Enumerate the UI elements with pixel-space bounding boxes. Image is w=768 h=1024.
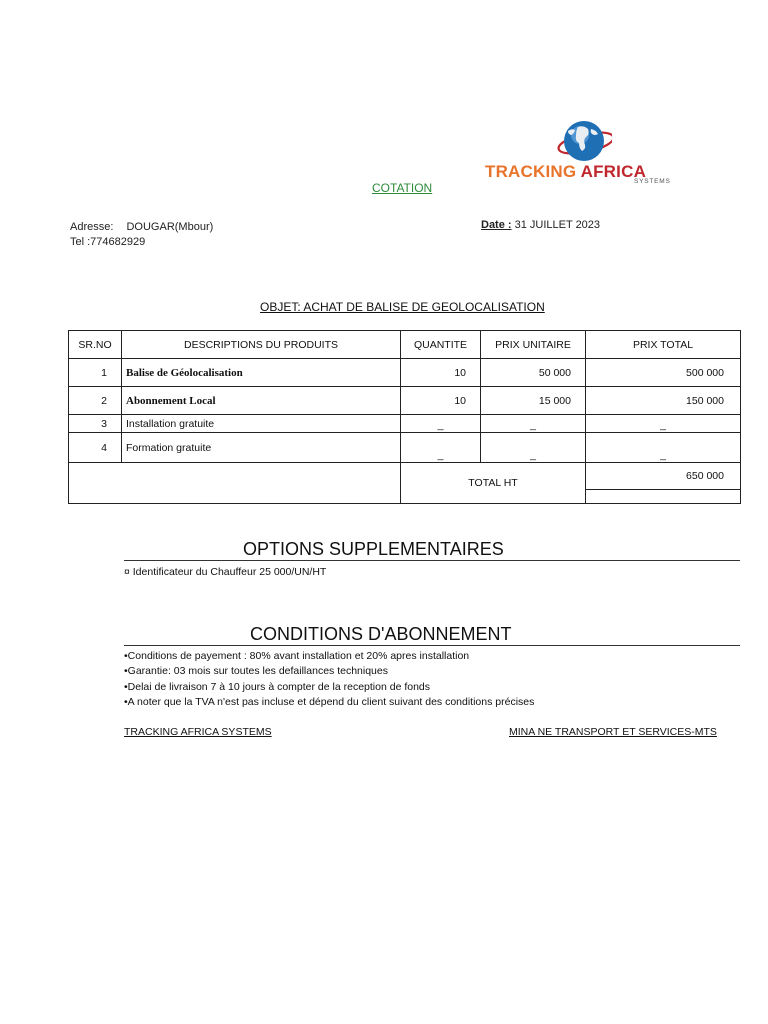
row-no: 1 — [69, 359, 122, 387]
address-label: Adresse: — [70, 221, 114, 233]
date-value: 31 JUILLET 2023 — [514, 219, 601, 231]
condition-item: •Delai de livraison 7 à 10 jours à compter de la reception de fonds — [124, 681, 431, 693]
total-label: TOTAL HT — [401, 463, 586, 504]
conditions-title: CONDITIONS D'ABONNEMENT — [250, 624, 512, 644]
table-row — [69, 387, 741, 415]
options-rule — [124, 560, 740, 561]
row-quantity: _ — [401, 415, 481, 433]
logo-wordmark: TRACKING AFRICA — [485, 162, 647, 181]
row-no: 4 — [69, 433, 122, 463]
total-blank-cell — [69, 463, 401, 504]
row-description: Balise de Géolocalisation — [122, 359, 401, 387]
row-unit-price: _ — [481, 433, 586, 463]
table-row — [69, 433, 741, 463]
row-description: Installation gratuite — [122, 415, 401, 433]
header-quantity: QUANTITE — [401, 331, 481, 359]
signature-left: TRACKING AFRICA SYSTEMS — [124, 726, 272, 738]
conditions-rule — [124, 645, 740, 646]
total-cell — [586, 463, 741, 504]
subject-line: OBJET: ACHAT DE BALISE DE GEOLOCALISATION — [260, 300, 545, 314]
row-description: Formation gratuite — [122, 433, 401, 463]
row-quantity: 10 — [401, 359, 481, 387]
row-unit-price: _ — [481, 415, 586, 433]
row-total-price: 500 000 — [586, 359, 741, 387]
row-no: 2 — [69, 387, 122, 415]
date — [481, 219, 600, 231]
total-value: 650 000 — [586, 463, 740, 490]
table-row — [69, 415, 741, 433]
row-unit-price: 50 000 — [481, 359, 586, 387]
address-value: DOUGAR(Mbour) — [126, 221, 214, 233]
table-row — [69, 359, 741, 387]
row-unit-price: 15 000 — [481, 387, 586, 415]
row-total-price: 150 000 — [586, 387, 741, 415]
phone: Tel :774682929 — [70, 236, 146, 248]
signature-right: MINA NE TRANSPORT ET SERVICES-MTS — [509, 726, 717, 738]
company-logo — [480, 112, 690, 192]
options-title: OPTIONS SUPPLEMENTAIRES — [243, 539, 504, 559]
condition-item: •Garantie: 03 mois sur toutes les defaillances techniques — [124, 665, 388, 677]
row-total-price: _ — [586, 433, 741, 463]
condition-item: •Conditions de payement : 80% avant installation et 20% apres installation — [124, 650, 470, 662]
header-total-price: PRIX TOTAL — [586, 331, 741, 359]
condition-item: •A noter que la TVA n'est pas incluse et dépend du client suivant des conditions précises — [124, 696, 535, 708]
row-total-price: _ — [586, 415, 741, 433]
date-label: Date : — [481, 219, 512, 231]
address — [70, 221, 213, 233]
row-description: Abonnement Local — [122, 387, 401, 415]
options-item: ¤ Identificateur du Chauffeur 25 000/UN/HT — [124, 566, 327, 578]
row-quantity: 10 — [401, 387, 481, 415]
header-srno: SR.NO — [69, 331, 122, 359]
quotation-table — [68, 330, 741, 504]
logo-subtitle: SYSTEMS — [634, 178, 671, 185]
row-quantity: _ — [401, 433, 481, 463]
header-unit-price: PRIX UNITAIRE — [481, 331, 586, 359]
row-no: 3 — [69, 415, 122, 433]
total-row — [69, 463, 741, 504]
table-header-row — [69, 331, 741, 359]
document-title: COTATION — [372, 181, 433, 195]
header-description: DESCRIPTIONS DU PRODUITS — [122, 331, 401, 359]
